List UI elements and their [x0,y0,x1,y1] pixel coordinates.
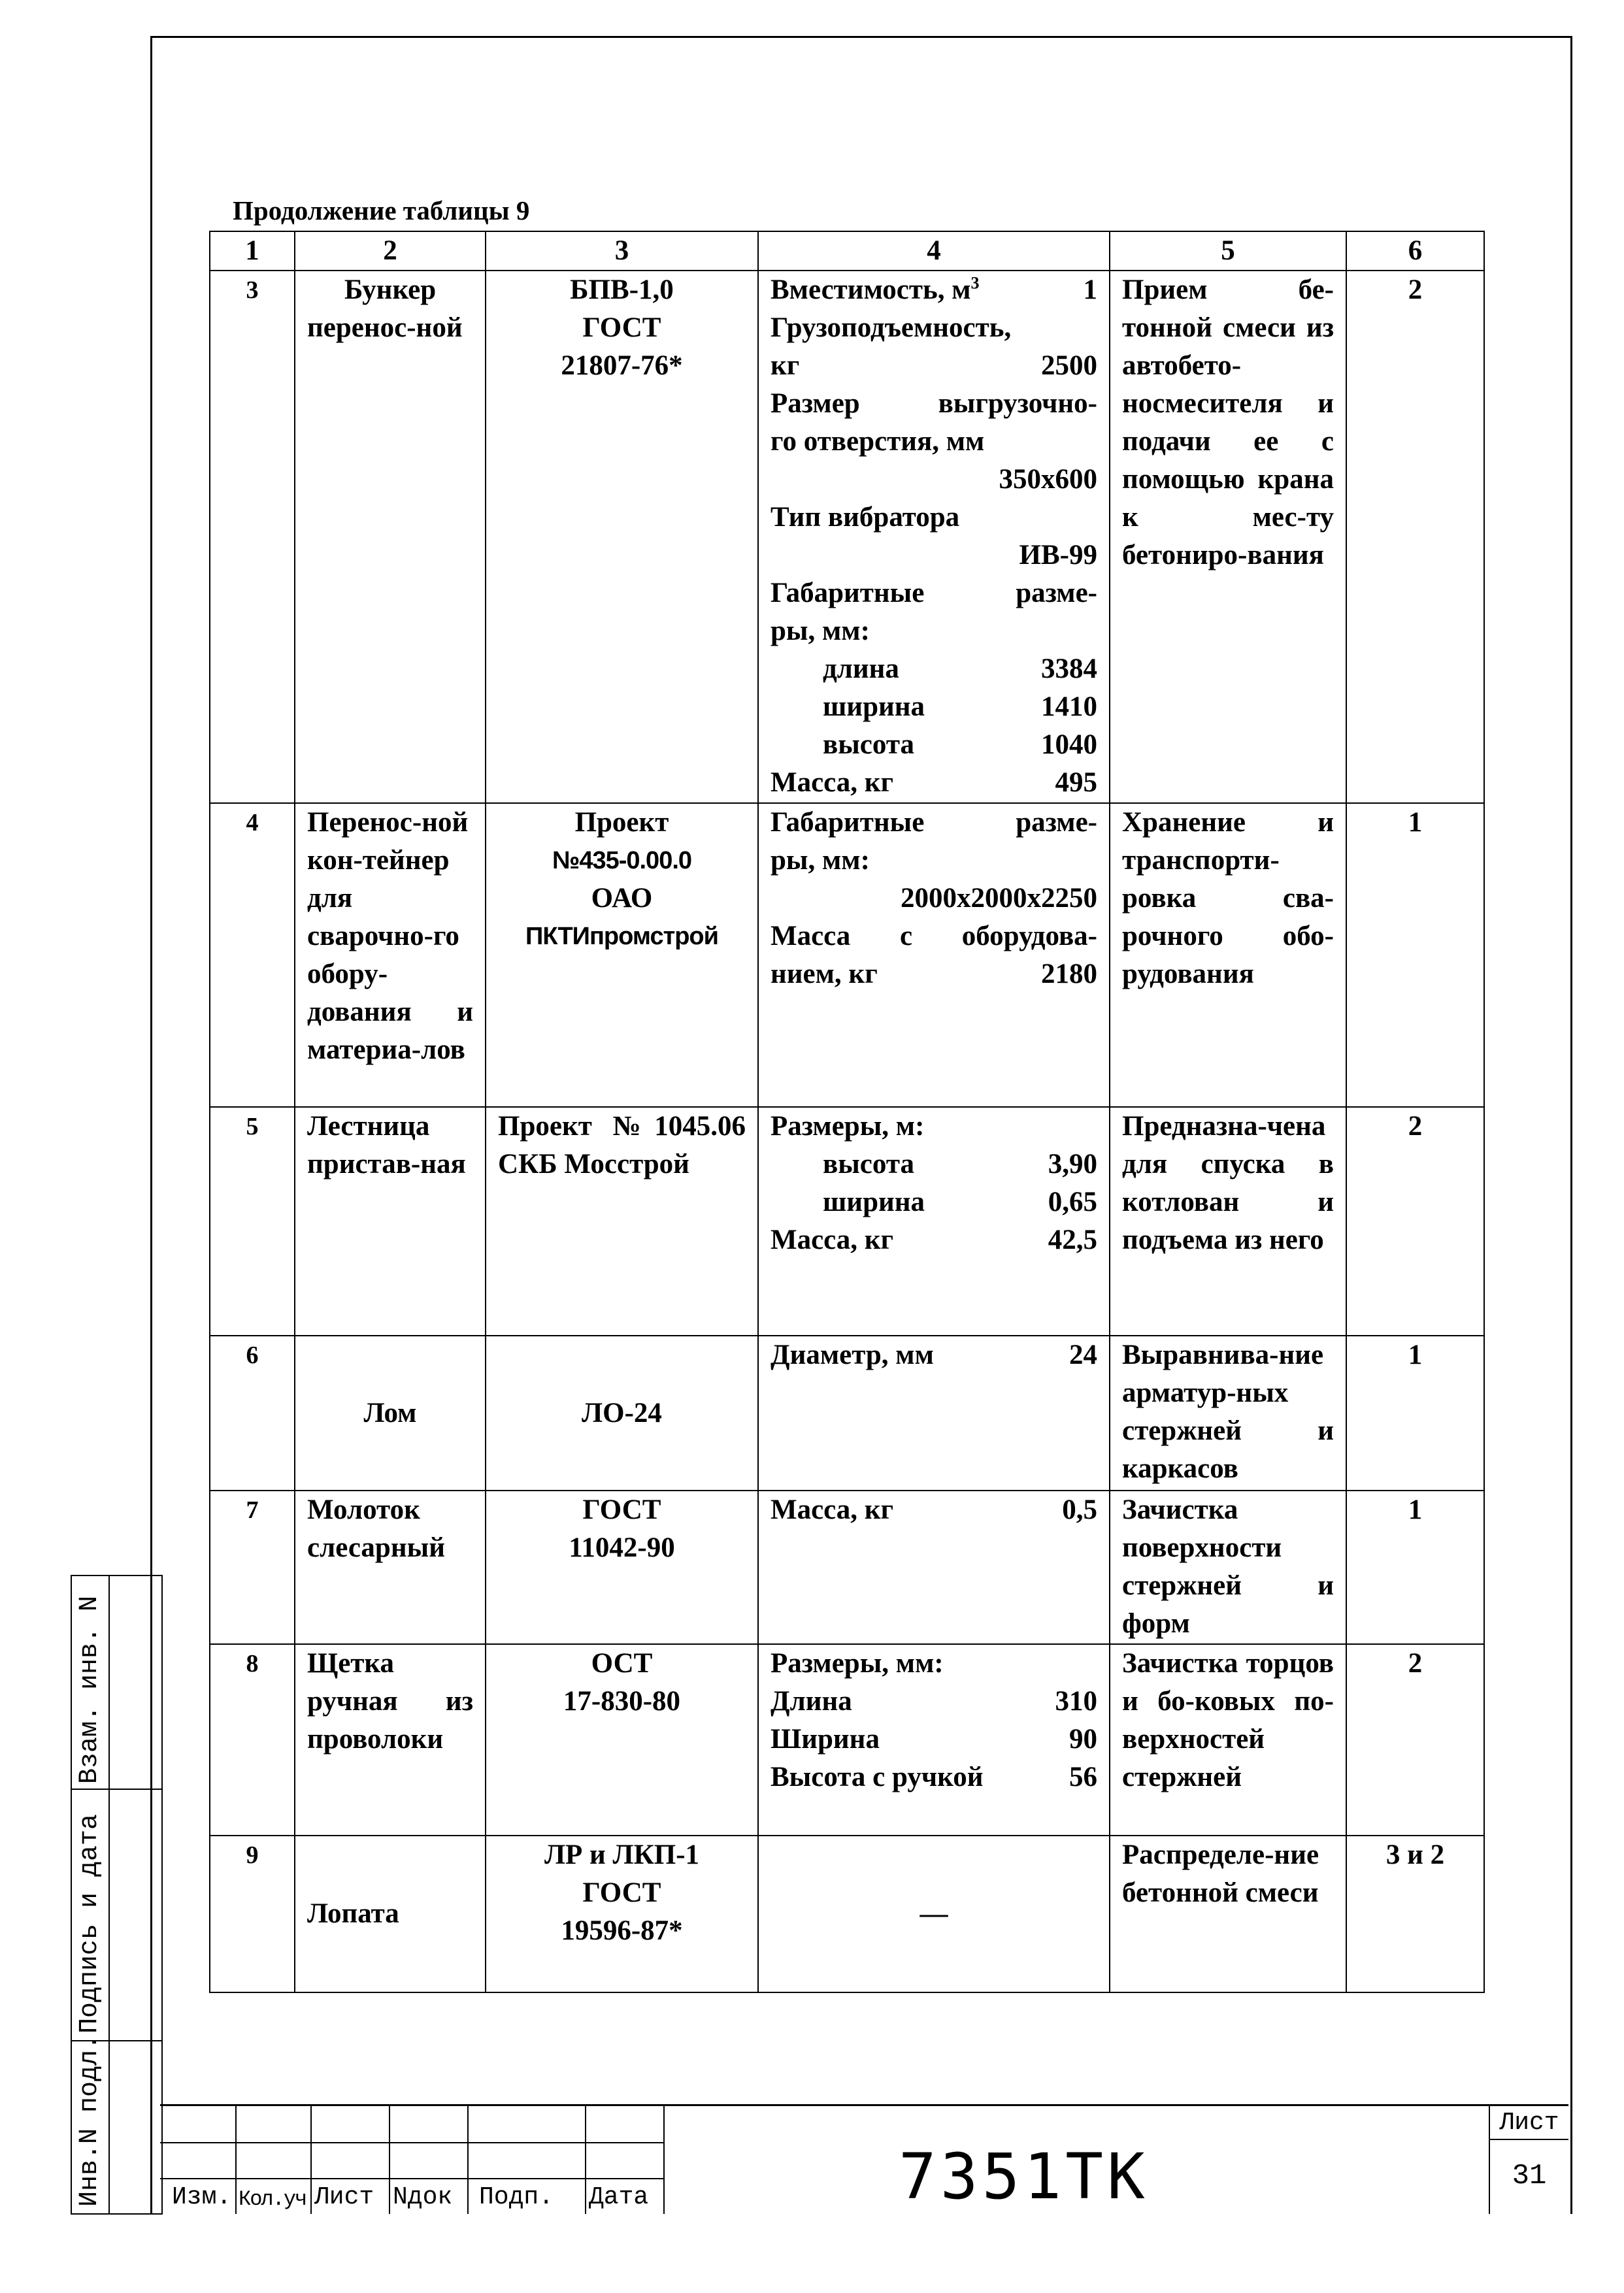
swap-inventory-label: Взам. инв. N [75,1595,105,1784]
item-specs: Вместимость, $м^3$ 1 Грузоподъемность, кг 2500 Размер выгрузочно- го отверстия, мм 350х600 Тип вибратора ИВ-99 Габаритные разме- ры, мм: длина 3384 ширина 1410 высота 1040 Масса, кг 495 [758,271,1110,803]
equipment-table [209,231,1485,1993]
item-name: Лестница пристав-ная [295,1107,486,1336]
document-code: 7351ТК [899,2140,1149,2213]
item-name: Бункер перенос-ной [295,271,486,803]
item-quantity: 2 [1346,271,1484,803]
row-number: 8 [210,1644,295,1836]
binding-strip [71,1575,163,2215]
revision-grid [160,2106,663,2214]
row-number: 9 [210,1836,295,1992]
item-designation: БПВ-1,0 ГОСТ 21807-76* [486,271,758,803]
item-name: Лом [295,1336,486,1491]
table-row [210,271,1484,803]
item-purpose: Выравнива-ние арматур-ных стержней и каркасов [1110,1336,1346,1491]
header-cell: 2 [295,231,486,271]
item-name: Молоток слесарный [295,1491,486,1644]
title-block [160,2104,1568,2214]
sheet-label: Лист [1499,2109,1559,2137]
table-row [210,803,1484,1107]
table-row [210,1336,1484,1491]
col-label-count: Кол.уч [239,2187,307,2211]
item-designation: ОСТ 17-830-80 [486,1644,758,1836]
sheet-number: 31 [1512,2160,1547,2192]
item-quantity: 2 [1346,1644,1484,1836]
row-number: 7 [210,1491,295,1644]
item-name: Щетка ручная из проволоки [295,1644,486,1836]
item-name: Лопата [295,1836,486,1992]
item-quantity: 1 [1346,1491,1484,1644]
item-designation: ГОСТ 11042-90 [486,1491,758,1644]
header-cell: 5 [1110,231,1346,271]
item-designation: Проект №435-0.00.0 ОАО ПКТИпромстрой [486,803,758,1107]
sheet-box [1489,2106,1568,2214]
item-quantity: 1 [1346,803,1484,1107]
item-specs: Габаритные разме- ры, мм: 2000х2000х2250 Масса с оборудова- нием, кг 2180 [758,803,1110,1107]
item-designation: ЛО-24 [486,1336,758,1491]
table-row [210,1644,1484,1836]
row-number: 3 [210,271,295,803]
table-row [210,1491,1484,1644]
item-specs: Размеры, мм: Длина 310 Ширина 90 Высота с ручкой 56 [758,1644,1110,1836]
table-header-row [210,231,1484,271]
header-cell: 1 [210,231,295,271]
col-label-sheet: Лист [314,2183,374,2211]
header-cell: 4 [758,231,1110,271]
signature-date-label: Подпись и дата [75,1813,105,2034]
item-designation: Проект №1045.06 СКБ Мосстрой [486,1107,758,1336]
table-row [210,1836,1484,1992]
item-purpose: Распределе-ние бетонной смеси [1110,1836,1346,1992]
item-purpose: Хранение и транспорти-ровка сва-рочного обо-рудования [1110,803,1346,1107]
item-purpose: Предназна-чена для спуска в котлован и подъема из него [1110,1107,1346,1336]
item-designation: ЛР и ЛКП-1 ГОСТ 19596-87* [486,1836,758,1992]
table-row [210,1107,1484,1336]
row-number: 4 [210,803,295,1107]
item-quantity: 1 [1346,1336,1484,1491]
item-purpose: Прием бе-тонной смеси из автобето-носмесителя и подачи ее с помощью крана к мес-ту бетониро-вания [1110,271,1346,803]
row-number: 5 [210,1107,295,1336]
item-specs: Масса, кг 0,5 [758,1491,1110,1644]
col-label-sign: Подп. [479,2183,554,2211]
item-specs: — [758,1836,1110,1992]
col-label-date: Дата [589,2183,649,2211]
item-purpose: Зачистка торцов и бо-ковых по-верхностей стержней [1110,1644,1346,1836]
item-quantity: 3 и 2 [1346,1836,1484,1992]
item-purpose: Зачистка поверхности стержней и форм [1110,1491,1346,1644]
col-label-doc: Nдок [393,2183,453,2211]
item-specs: Диаметр, мм 24 [758,1336,1110,1491]
col-label-change: Изм. [172,2183,232,2211]
item-name: Перенос-ной кон-тейнер для сварочно-го обору-дования и материа-лов [295,803,486,1107]
header-cell: 3 [486,231,758,271]
item-specs: Размеры, м: высота 3,90 ширина 0,65 Масса, кг 42,5 [758,1107,1110,1336]
row-number: 6 [210,1336,295,1491]
table-caption: Продолжение таблицы 9 [233,195,530,225]
header-cell: 6 [1346,231,1484,271]
item-quantity: 2 [1346,1107,1484,1336]
original-inventory-label: Инв.N подл. [75,2034,105,2207]
